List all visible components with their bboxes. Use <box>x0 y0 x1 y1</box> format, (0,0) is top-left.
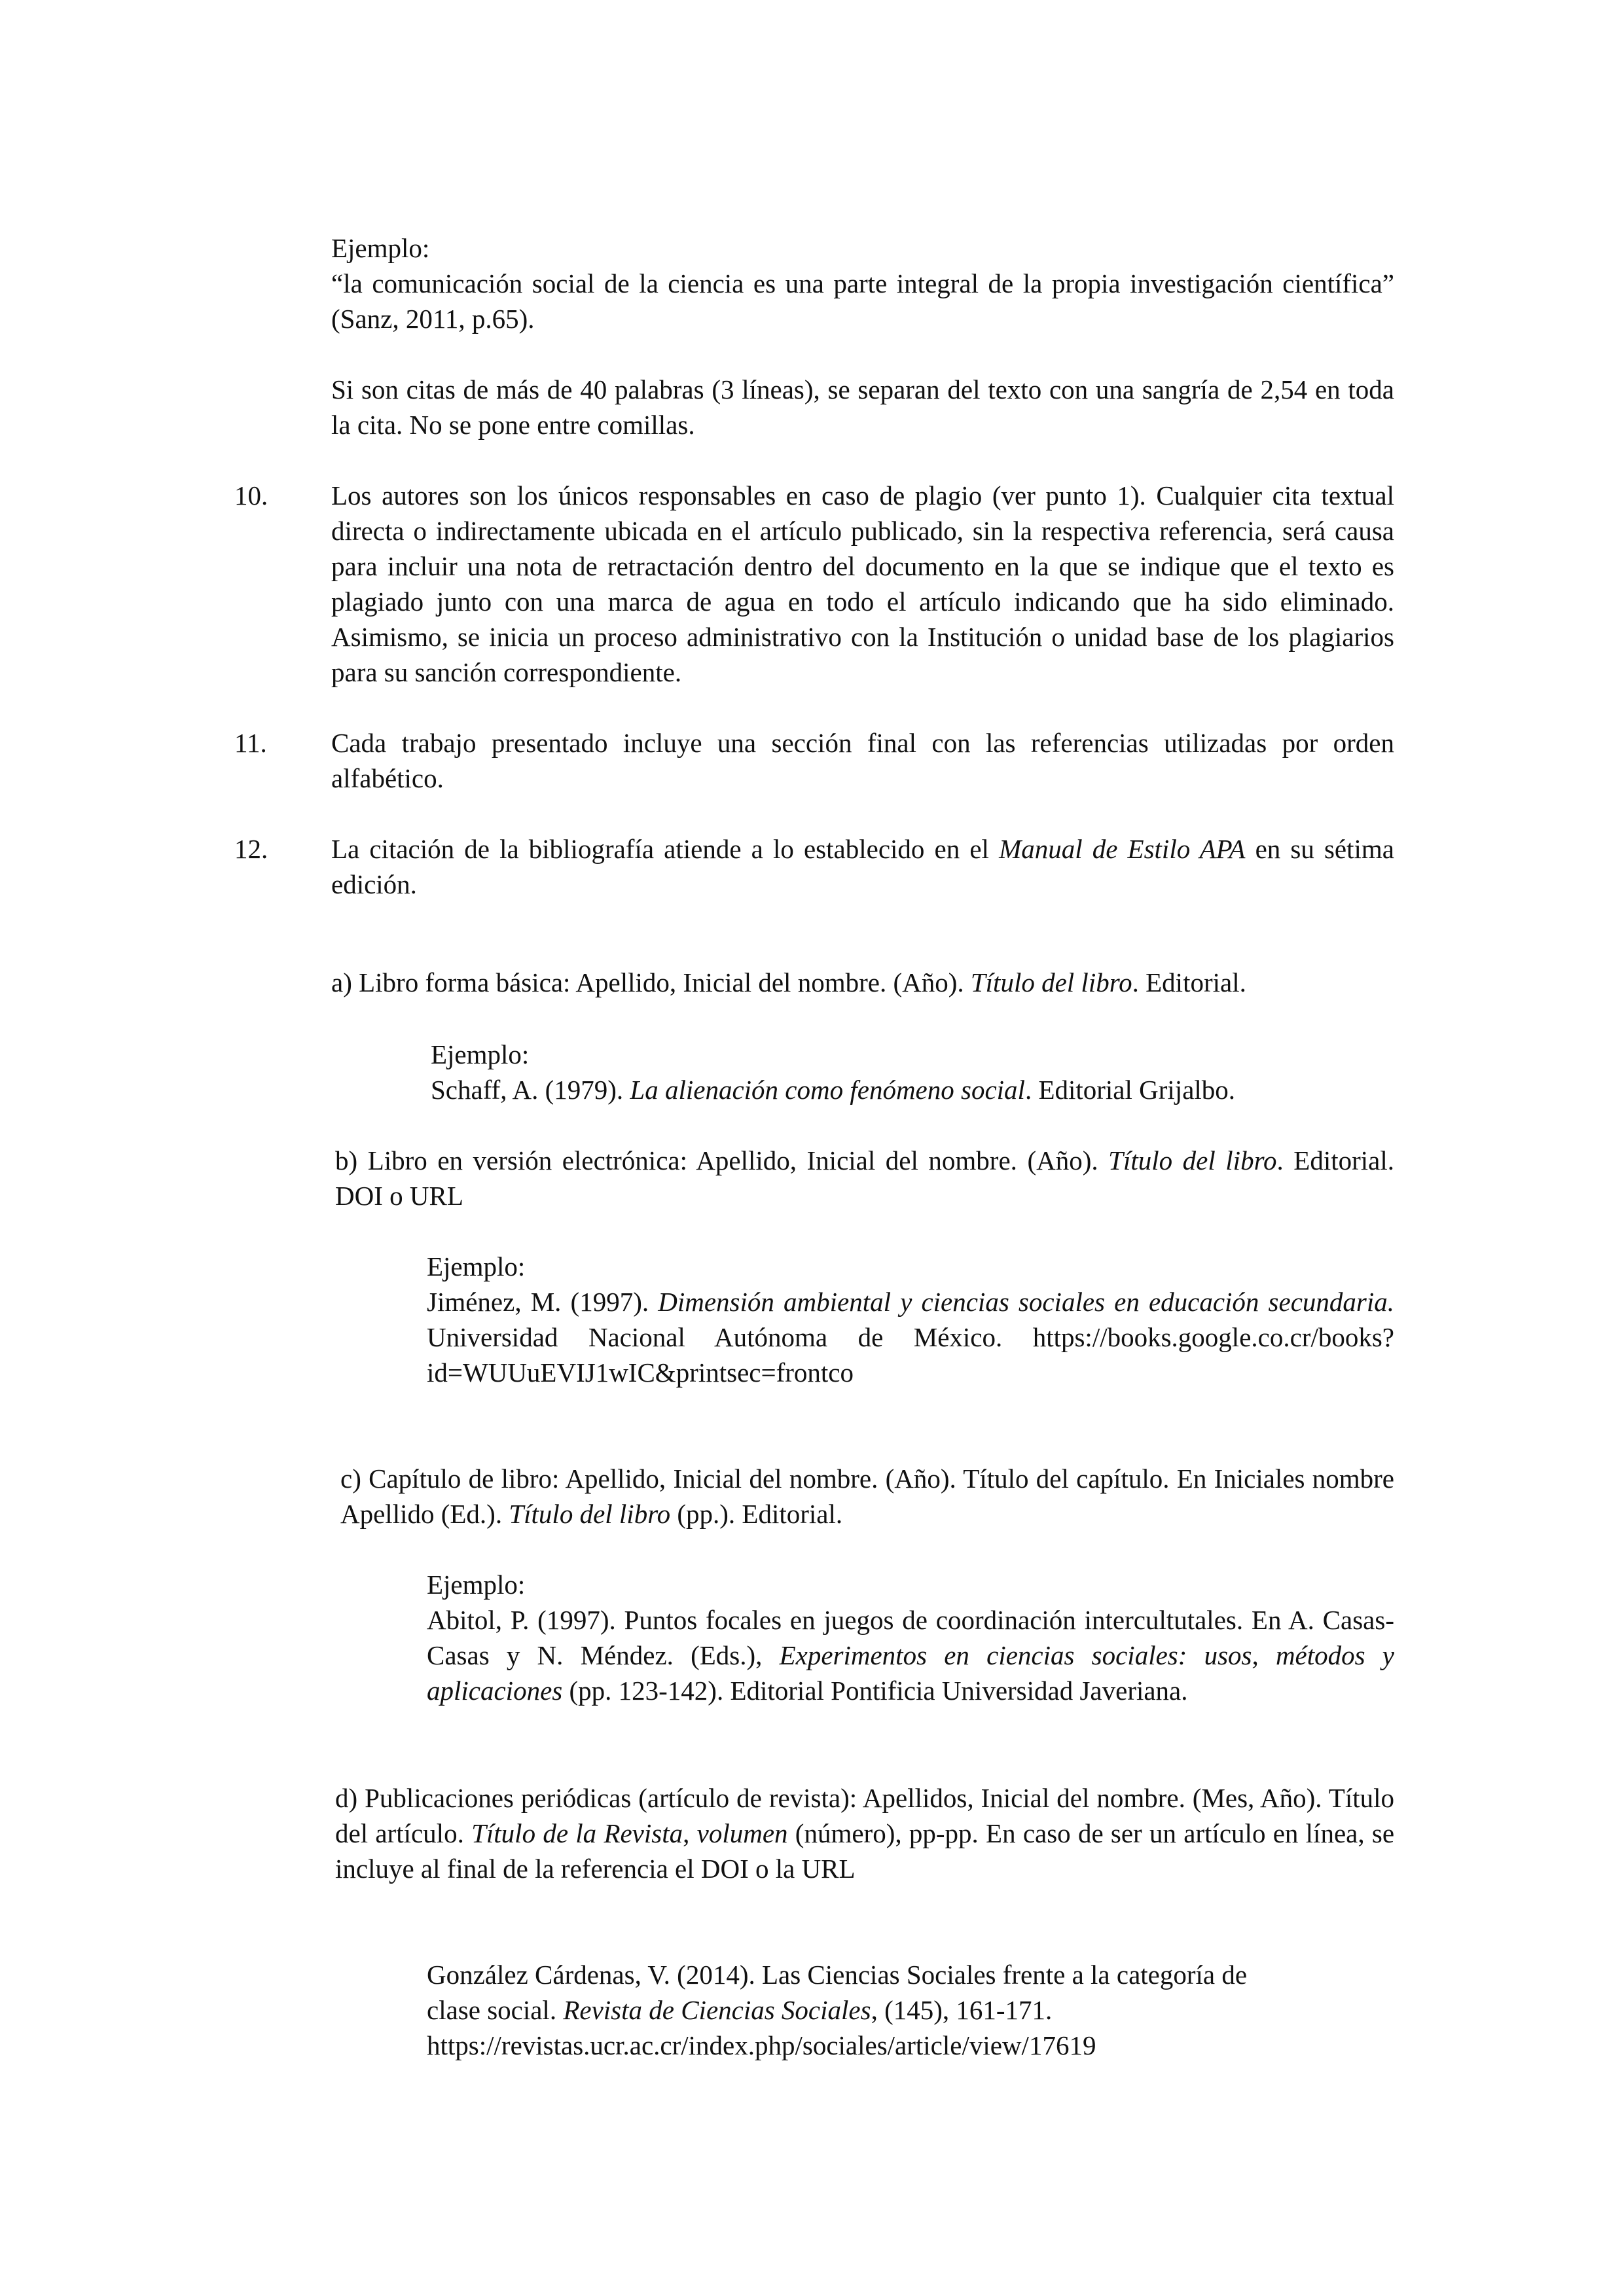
format-a-example-ref <box>431 1072 1393 1107</box>
format-a-example <box>431 1037 1393 1107</box>
format-d-example-line2-after: , (145), 161-171. <box>871 1995 1053 2025</box>
format-a-example-label: Ejemplo: <box>431 1039 530 1069</box>
item-12-text-before: La citación de la bibliografía atiende a lo establecido en el <box>331 834 1000 864</box>
format-b-example-label: Ejemplo: <box>427 1251 526 1282</box>
item-11-number: 11. <box>234 728 267 758</box>
format-b-example-after: Universidad Nacional Autónoma de México. https://books.google.co.cr/books?id=WUUuEVIJ1wIC&printsec=frontco <box>427 1322 1394 1388</box>
item-10-number: 10. <box>234 480 268 511</box>
format-d-desc-italic1: Título de la Revista <box>471 1818 683 1848</box>
format-a-example-before: Schaff, A. (1979). <box>431 1075 630 1105</box>
format-b-example-ref <box>427 1284 1394 1390</box>
format-d-example-line2 <box>427 1992 1394 2028</box>
format-a-description <box>331 965 1394 1000</box>
format-a-example-italic: La alienación como fenómeno social <box>630 1075 1025 1105</box>
format-d-description <box>335 1780 1394 1886</box>
format-d-example-line2-italic: Revista de Ciencias Sociales <box>563 1995 871 2025</box>
format-d-example <box>427 1957 1394 2063</box>
format-c-example-italic: Experimentos en ciencias sociales: usos, métodos y aplicaciones <box>427 1640 1394 1706</box>
format-a-desc-before: a) Libro forma básica: Apellido, Inicial del nombre. (Año). <box>331 967 971 997</box>
format-a-example-after: . Editorial Grijalbo. <box>1024 1075 1236 1105</box>
example-label: Ejemplo: <box>331 233 430 263</box>
format-b-desc-italic: Título del libro <box>1108 1145 1277 1175</box>
format-b-desc-before: b) Libro en versión electrónica: Apellido, Inicial del nombre. (Año). <box>335 1145 1109 1175</box>
item-12-text <box>331 831 1394 902</box>
format-b-example-italic: Dimensión ambiental y ciencias sociales en educación secundaria. <box>658 1287 1395 1317</box>
format-c-desc-before: c) Capítulo de libro: Apellido, Inicial del nombre. (Año). Título del capítulo. En Iniciales nombre Apellido (Ed.). <box>340 1463 1394 1529</box>
format-c-example-after: (pp. 123-142). Editorial Pontificia Universidad Javeriana. <box>562 1676 1188 1706</box>
item-12-text-italic: Manual de Estilo APA <box>999 834 1246 864</box>
format-d-example-line3: https://revistas.ucr.ac.cr/index.php/sociales/article/view/17619 <box>427 2030 1096 2060</box>
format-d-desc-italic2: volumen <box>696 1818 788 1848</box>
format-c-example-label: Ejemplo: <box>427 1570 526 1600</box>
format-c-desc-italic: Título del libro <box>509 1499 671 1529</box>
long-quote-note: Si son citas de más de 40 palabras (3 líneas), se separan del texto con una sangría de 2,54 en toda la cita. No se pone entre comillas. <box>331 374 1394 440</box>
format-d-example-line2-before: clase social. <box>427 1995 564 2025</box>
format-d-desc-mid: , <box>683 1818 697 1848</box>
format-b-desc-after: . Editorial. DOI o URL <box>335 1145 1395 1211</box>
format-b-example <box>427 1249 1394 1390</box>
format-d-example-line1: González Cárdenas, V. (2014). Las Ciencias Sociales frente a la categoría de <box>427 1960 1248 1990</box>
item-11-text: Cada trabajo presentado incluye una sección final con las referencias utilizadas por orden alfabético. <box>331 728 1394 793</box>
format-b-description <box>335 1143 1394 1213</box>
format-a-desc-italic: Título del libro <box>970 967 1132 997</box>
format-d-desc-after: (número), pp-pp. En caso de ser un artículo en línea, se incluye al final de la referencia el DOI o la URL <box>335 1818 1395 1884</box>
item-12-number: 12. <box>234 834 268 864</box>
example-quote-text: “la comunicación social de la ciencia es una parte integral de la propia investigación científica” (Sanz, 2011, p.65). <box>331 268 1394 334</box>
format-c-desc-after: (pp.). Editorial. <box>670 1499 843 1529</box>
format-c-example <box>427 1567 1394 1708</box>
format-c-description <box>340 1461 1394 1532</box>
example-quote-block <box>331 230 1394 336</box>
format-a-desc-after: . Editorial. <box>1132 967 1246 997</box>
format-c-example-before: Abitol, P. (1997). Puntos focales en juegos de coordinación intercultutales. En A. Casas-Casas y N. Méndez. (Eds.), <box>427 1605 1394 1670</box>
format-d-desc-before: d) Publicaciones periódicas (artículo de revista): Apellidos, Inicial del nombre. (Mes, Año). Título del artículo. <box>335 1783 1394 1848</box>
item-10-text: Los autores son los únicos responsables en caso de plagio (ver punto 1). Cualquier cita textual directa o indirectamente ubicada en el artículo publicado, sin la respectiva referencia, será causa para incluir una nota de retractación dentro del documento en la que se indique que el texto es plagiado junto con una marca de agua en todo el artículo indicando que ha sido eliminado. Asimismo, se inicia un proceso administrativo con la Institución o unidad base de los plagiarios para su sanción correspondiente. <box>331 480 1394 687</box>
format-c-example-ref <box>427 1602 1394 1708</box>
item-12-text-after: en su sétima edición. <box>331 834 1394 899</box>
format-b-example-before: Jiménez, M. (1997). <box>427 1287 659 1317</box>
